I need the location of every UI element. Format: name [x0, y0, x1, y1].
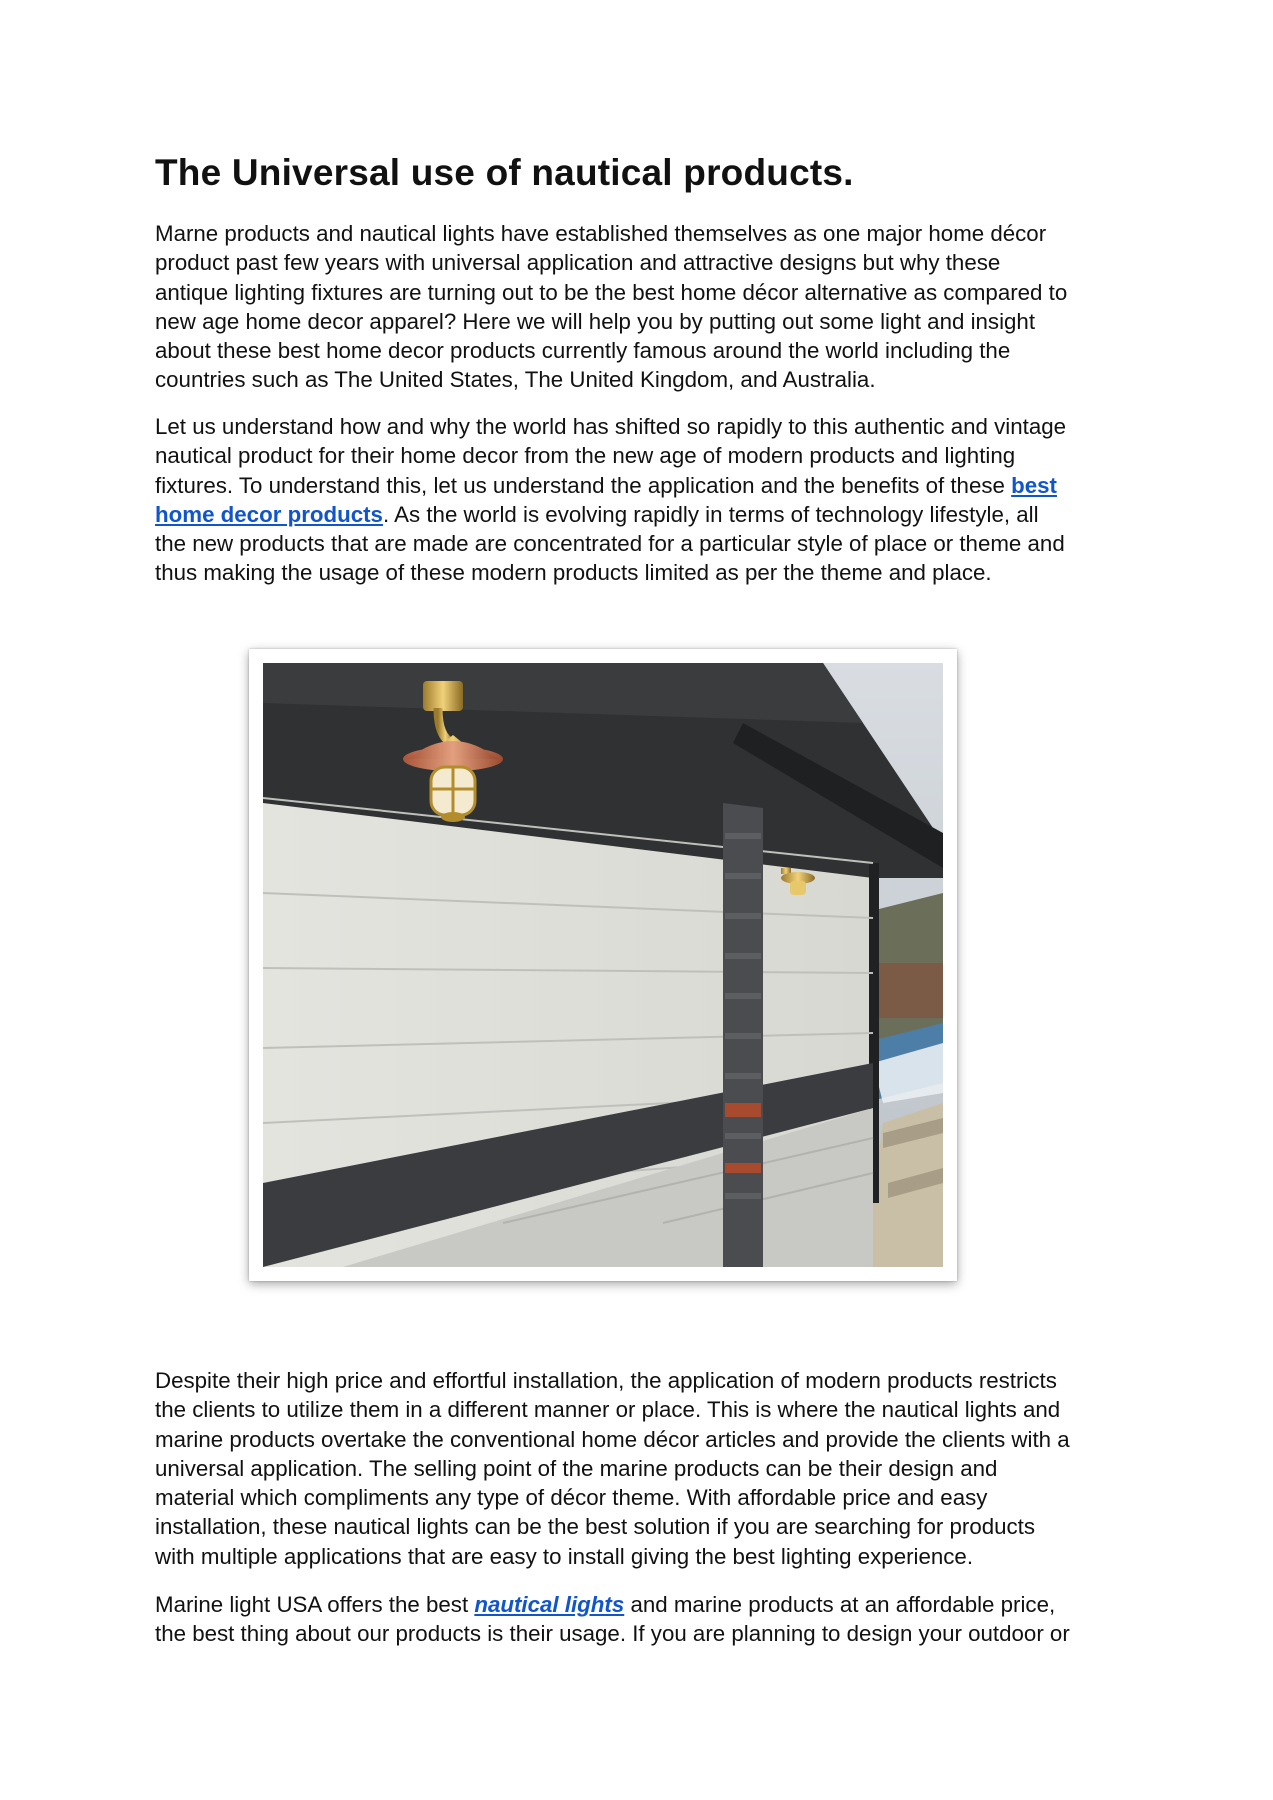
- text-line: with multiple applications that are easy to install giving the best lighting experience.: [155, 1543, 974, 1569]
- paragraph-shift: [155, 412, 1130, 588]
- text-line: the best thing about our products is their usage. If you are planning to design your outdoor or: [155, 1621, 1070, 1647]
- photo-icon: [263, 663, 943, 1267]
- best-home-decor-link-part1[interactable]: best: [1011, 472, 1057, 498]
- text-line: countries such as The United States, The United Kingdom, and Australia.: [155, 367, 876, 393]
- text-line: new age home decor apparel? Here we will help you by putting out some light and insight: [155, 308, 1036, 334]
- text-segment: fixtures. To understand this, let us understand the application and the benefits of these: [155, 472, 1012, 498]
- paragraph-intro: [155, 219, 1130, 395]
- text-line: [155, 500, 1130, 529]
- text-line: about these best home decor products currently famous around the world including the: [155, 338, 1011, 364]
- paragraph-modern-products: [155, 1366, 1130, 1571]
- text-line: the new products that are made are concentrated for a particular style of place or theme and: [155, 531, 1065, 557]
- text-line: marine products overtake the conventional home décor articles and provide the clients with a: [155, 1426, 1070, 1452]
- text-segment: Marine light USA offers the best: [155, 1592, 475, 1617]
- text-line: Marne products and nautical lights have established themselves as one major home décor: [155, 221, 1047, 246]
- text-line: universal application. The selling point of the marine products can be their design and: [155, 1455, 998, 1481]
- text-line: nautical product for their home decor from the new age of modern products and lighting: [155, 443, 1016, 469]
- text-line: antique lighting fixtures are turning out to be the best home décor alternative as compared to: [155, 279, 1068, 305]
- paragraph-marine-light-usa: [155, 1590, 1130, 1649]
- text-line: Let us understand how and why the world has shifted so rapidly to this authentic and vintage: [155, 414, 1067, 439]
- text-line: product past few years with universal application and attractive designs but why these: [155, 250, 1001, 276]
- text-line: the clients to utilize them in a different manner or place. This is where the nautical lights and: [155, 1397, 1061, 1423]
- text-line: installation, these nautical lights can be the best solution if you are searching for products: [155, 1514, 1036, 1540]
- text-line: [155, 1590, 1130, 1619]
- text-line: material which compliments any type of décor theme. With affordable price and easy: [155, 1485, 988, 1511]
- text-line: [155, 471, 1130, 500]
- best-home-decor-link-part2[interactable]: home decor products: [155, 501, 383, 527]
- text-segment: and marine products at an affordable price,: [624, 1592, 1056, 1617]
- text-line: thus making the usage of these modern products limited as per the theme and place.: [155, 560, 992, 586]
- nautical-lights-link[interactable]: nautical lights: [474, 1592, 625, 1617]
- text-segment: . As the world is evolving rapidly in terms of technology lifestyle, all: [382, 501, 1039, 527]
- page-title: The Universal use of nautical products.: [155, 152, 854, 193]
- text-line: Despite their high price and effortful installation, the application of modern products restricts: [155, 1368, 1057, 1393]
- wall-lamp-photo: [249, 649, 957, 1281]
